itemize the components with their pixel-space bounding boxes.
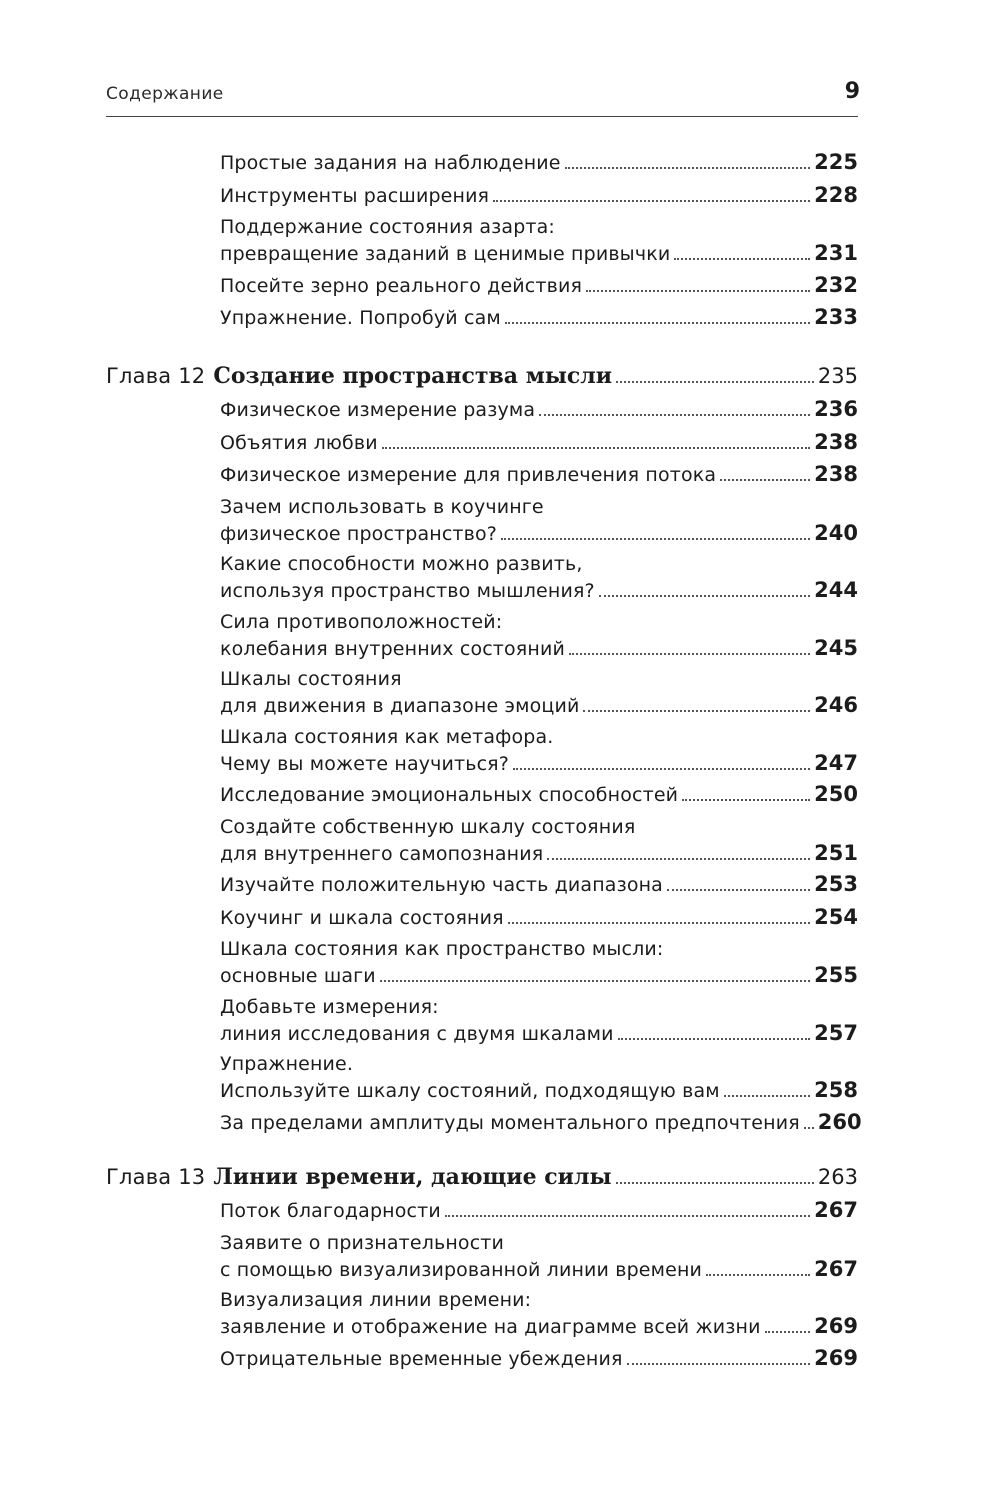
- toc-entry-page: 240: [814, 520, 858, 545]
- toc-entry-text: Упражнение. Попробуй сам: [220, 307, 501, 329]
- toc-entry: [220, 609, 858, 662]
- toc-entry: [220, 494, 858, 547]
- toc-entry-lastline: [220, 871, 858, 898]
- dot-leader: [616, 1182, 814, 1184]
- toc-entry: [220, 551, 858, 604]
- toc-entry-text: Чему вы можете научиться?: [220, 752, 509, 775]
- toc-entry-text: Поддержание состояния азарта:: [220, 216, 555, 238]
- toc-entry-page: 236: [814, 397, 858, 421]
- toc-entry: [220, 936, 858, 989]
- dot-leader: [804, 1127, 814, 1129]
- toc-entry-lastline: [220, 750, 858, 777]
- toc-entry: [220, 149, 858, 176]
- header-divider: [106, 116, 858, 117]
- dot-leader: [682, 799, 810, 801]
- dot-leader: [380, 980, 810, 982]
- toc-entry-page: 238: [814, 429, 858, 454]
- toc-entry: [220, 1345, 858, 1372]
- toc-entry-text: колебания внутренних состояний: [220, 637, 565, 660]
- toc-entry-lastline: [220, 692, 858, 719]
- toc-entry-page: 245: [814, 635, 858, 660]
- toc-entry-page: 257: [814, 1020, 858, 1045]
- toc-entry-text: используя пространство мышления?: [220, 580, 595, 602]
- toc-entry-lastline: [220, 429, 858, 456]
- dot-leader: [616, 381, 814, 383]
- dot-leader: [765, 1331, 811, 1333]
- toc-entry-text: Изучайте положительную часть диапазона: [220, 874, 663, 896]
- toc-entry-page: 225: [814, 150, 858, 174]
- toc-entry-lastline: [220, 1077, 858, 1104]
- toc-entry-lastline: [220, 781, 858, 808]
- toc-entry-text: основные шаги: [220, 965, 376, 987]
- dot-leader: [618, 1038, 811, 1040]
- toc-entry: [220, 1109, 862, 1136]
- toc-entry-lastline: [220, 396, 858, 423]
- chapter-label: Глава 12: [106, 364, 206, 388]
- toc-entry-text: Посейте зерно реального действия: [220, 274, 583, 297]
- toc-entry-page: 246: [814, 693, 858, 717]
- toc-entry-text: Шкала состояния как метафора.: [220, 725, 554, 748]
- toc-entry-text: Простые задания на наблюдение: [220, 152, 561, 174]
- toc-entry-page: 251: [814, 840, 858, 865]
- toc-entry-lastline: [220, 840, 858, 867]
- dot-leader: [706, 1274, 810, 1276]
- toc-entry: [220, 904, 858, 931]
- toc-entry: [220, 272, 858, 299]
- toc-entry-page: 238: [814, 462, 858, 486]
- toc-entry-lastline: [220, 304, 858, 331]
- toc-entry-page: 253: [814, 872, 858, 896]
- toc-entry: [220, 814, 858, 867]
- toc-entry-text: Поток благодарности: [220, 1200, 441, 1222]
- dot-leader: [505, 322, 810, 324]
- toc-entry-text: линия исследования с двумя шкалами: [220, 1022, 614, 1045]
- toc-entry-text: с помощью визуализированной линии времени: [220, 1258, 703, 1281]
- toc-entry-page: 250: [814, 782, 858, 806]
- dot-leader: [667, 889, 810, 891]
- toc-entry: [220, 871, 858, 898]
- toc-entry-text: для внутреннего самопознания: [220, 842, 544, 865]
- dot-leader: [724, 1095, 810, 1097]
- toc-entry-page: 269: [814, 1314, 858, 1338]
- toc-entry: [220, 1287, 858, 1340]
- toc-entry-lastline: [220, 1109, 862, 1136]
- dot-leader: [599, 595, 810, 597]
- dot-leader: [720, 479, 810, 481]
- toc-entry-lastline: [220, 1345, 858, 1372]
- chapter-title: Линии времени, дающие силы: [213, 1164, 612, 1190]
- dot-leader: [382, 447, 810, 449]
- toc-entry-page: 233: [814, 305, 858, 329]
- toc-entry-text: Коучинг и шкала состояния: [220, 906, 504, 929]
- toc-entry-page: 231: [814, 241, 858, 265]
- dot-leader: [508, 922, 810, 924]
- toc-entry-text: Визуализация линии времени:: [220, 1289, 532, 1311]
- toc-entry-text: заявление и отображение на диаграмме всей жизни: [220, 1316, 761, 1338]
- toc-entry: [220, 214, 858, 267]
- dot-leader: [493, 200, 810, 202]
- toc-entry-page: 247: [814, 750, 858, 775]
- dot-leader: [674, 258, 810, 260]
- running-header-title: Содержание: [106, 84, 224, 104]
- toc-entry-lastline: [220, 1020, 858, 1047]
- dot-leader: [569, 653, 810, 655]
- toc-entry-text: Отрицательные временные убеждения: [220, 1347, 623, 1370]
- dot-leader: [501, 538, 810, 540]
- dot-leader: [565, 167, 811, 169]
- toc-entry-text: превращение заданий в ценимые привычки: [220, 243, 671, 265]
- toc-entry-text: Упражнение.: [220, 1053, 354, 1075]
- toc-entry-page: 269: [814, 1345, 858, 1370]
- toc-entry-text: Заявите о признательности: [220, 1231, 505, 1254]
- toc-entry: [220, 461, 858, 488]
- toc-entry-text: Исследование эмоциональных способностей: [220, 784, 679, 806]
- toc-entry: [220, 1051, 858, 1104]
- chapter-page: 235: [817, 364, 858, 388]
- toc-entry-text: Зачем использовать в коучинге: [220, 495, 544, 518]
- toc-entry-lastline: [220, 272, 858, 299]
- dot-leader: [445, 1215, 810, 1217]
- toc-entry-page: 267: [814, 1256, 858, 1281]
- toc-entry-page: 258: [814, 1078, 858, 1102]
- dot-leader: [627, 1363, 811, 1365]
- toc-entry-text: Какие способности можно развить,: [220, 553, 583, 575]
- dot-leader: [583, 710, 810, 712]
- toc-entry: [220, 724, 858, 777]
- toc-entry: [220, 781, 858, 808]
- toc-entry: [220, 304, 858, 331]
- toc-entry-text: Сила противоположностей:: [220, 610, 503, 633]
- chapter-title: Создание пространства мысли: [213, 363, 613, 389]
- toc-entry-text: Создайте собственную шкалу состояния: [220, 815, 636, 838]
- dot-leader: [547, 858, 810, 860]
- toc-entry-page: 232: [814, 272, 858, 297]
- toc-entry-lastline: [220, 1313, 858, 1340]
- toc-entry-lastline: [220, 182, 858, 209]
- toc-entry-text: Шкала состояния как пространство мысли:: [220, 938, 664, 960]
- toc-entry-text: для движения в диапазоне эмоций: [220, 695, 580, 717]
- toc-entry-lastline: [220, 149, 858, 176]
- toc-entry-text: Физическое измерение разума: [220, 399, 536, 421]
- toc-entry-lastline: [220, 577, 858, 604]
- toc-entry-text: Объятия любви: [220, 431, 378, 454]
- toc-entry-page: 244: [814, 578, 858, 602]
- toc-entry: [220, 1230, 858, 1283]
- toc-entry-lastline: [220, 1197, 858, 1224]
- toc-entry: [220, 429, 858, 456]
- toc-entry-page: 260: [817, 1109, 862, 1134]
- toc-entry-lastline: [220, 962, 858, 989]
- toc-entry-text: Используйте шкалу состояний, подходящую вам: [220, 1080, 720, 1102]
- page-number: 9: [844, 79, 860, 104]
- toc-entry-text: Физическое измерение для привлечения потока: [220, 464, 717, 486]
- toc-entry-lastline: [220, 240, 858, 267]
- toc-entry: [220, 1197, 858, 1224]
- toc-entry-lastline: [220, 635, 858, 662]
- toc-entry-lastline: [220, 461, 858, 488]
- toc-entry-page: 267: [814, 1198, 858, 1222]
- toc-entry-text: физическое пространство?: [220, 522, 498, 545]
- toc-entry-text: Добавьте измерения:: [220, 995, 439, 1018]
- toc-entry-text: Инструменты расширения: [220, 184, 490, 207]
- toc-entry-lastline: [220, 1256, 858, 1283]
- toc-entry-text: Шкалы состояния: [220, 668, 402, 690]
- toc-entry-page: 255: [814, 963, 858, 987]
- toc-entry-lastline: [220, 904, 858, 931]
- toc-entry: [220, 182, 858, 209]
- toc-entry-page: 254: [814, 904, 858, 929]
- toc-entry-lastline: [220, 520, 858, 547]
- toc-entry: [220, 396, 858, 423]
- dot-leader: [539, 414, 810, 416]
- chapter-heading: [106, 362, 858, 390]
- toc-entry: [220, 994, 858, 1047]
- toc-entry-text: За пределами амплитуды моментального предпочтения: [220, 1111, 800, 1134]
- toc-entry-page: 228: [814, 182, 858, 207]
- chapter-label: Глава 13: [106, 1165, 206, 1189]
- chapter-page: 263: [817, 1165, 858, 1189]
- chapter-heading: [106, 1163, 858, 1191]
- dot-leader: [586, 290, 810, 292]
- toc-entry: [220, 666, 858, 719]
- dot-leader: [513, 768, 810, 770]
